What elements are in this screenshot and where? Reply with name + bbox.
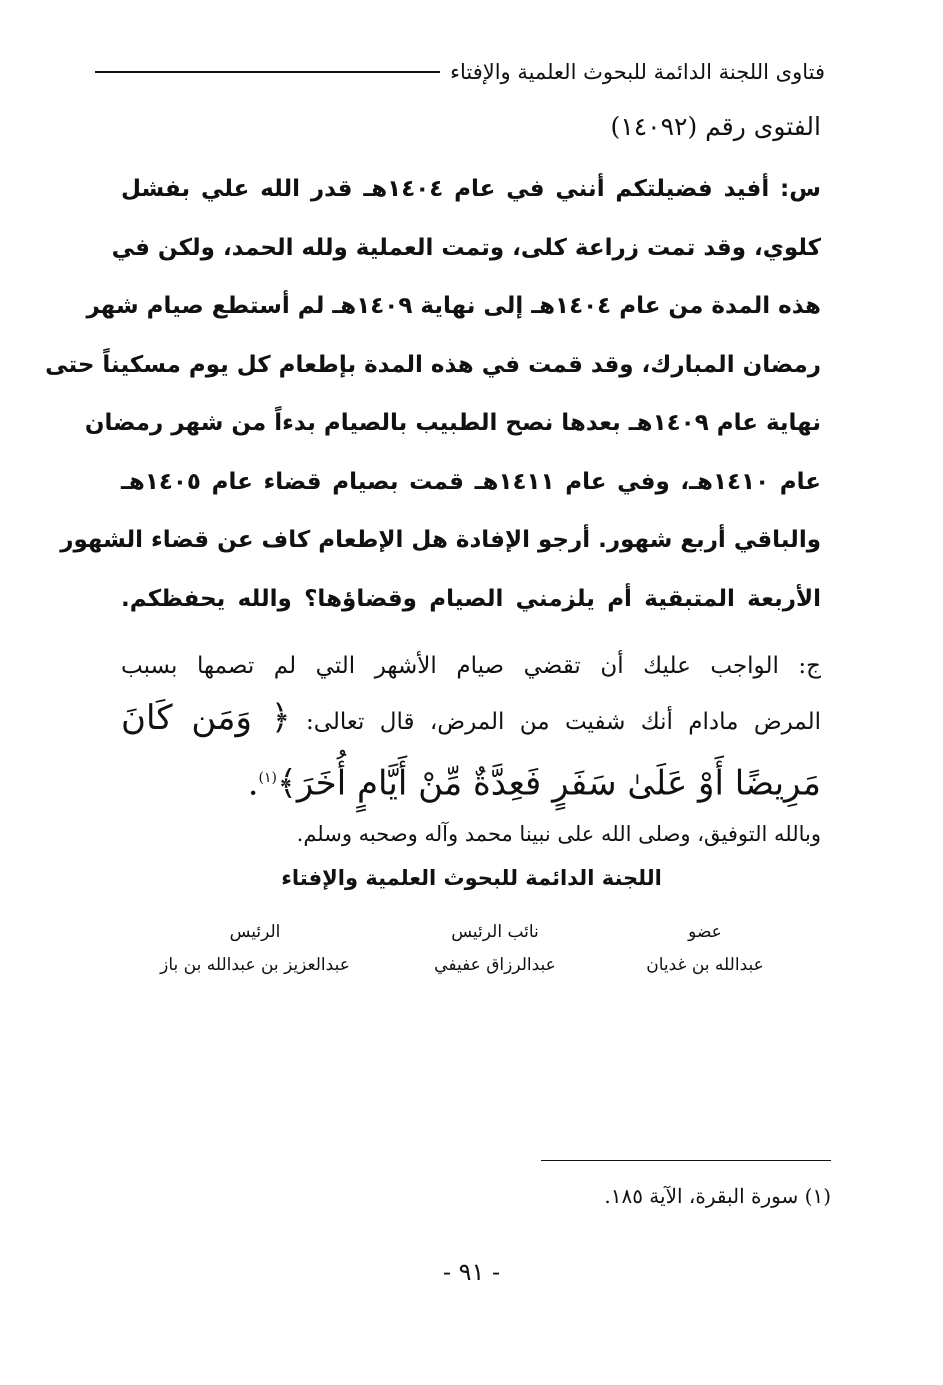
answer-text: المرض مادام أنك شفيت من المرض، قال تعالى: — [306, 709, 822, 735]
answer-block — [121, 640, 821, 813]
question-line: والباقي أربع شهور. أرجو الإفادة هل الإطعام كاف عن قضاء الشهور — [60, 527, 821, 553]
signature-role: الرئيس — [229, 922, 281, 942]
header-rule — [95, 71, 440, 73]
signature-role: عضو — [688, 922, 722, 942]
page-number: - ٩١ - — [442, 1258, 501, 1286]
question-line: رمضان المبارك، وقد قمت في هذه المدة بإطعام كل يوم مسكيناً حتى — [45, 351, 821, 378]
committee-title: اللجنة الدائمة للبحوث العلمية والإفتاء — [281, 866, 662, 890]
answer-line — [121, 692, 821, 748]
question-line: نهاية عام ١٤٠٩هـ بعدها نصح الطبيب بالصيام بدءاً من شهر رمضان — [84, 410, 821, 436]
fatwa-number: الفتوى رقم (١٤٠٩٢) — [610, 112, 821, 141]
question-line: عام ١٤١٠هـ، وفي عام ١٤١١هـ قمت بصيام قضاء عام ١٤٠٥هـ — [121, 468, 821, 495]
answer-line: ج: الواجب عليك أن تقضي صيام الأشهر التي لم تصمها بسبب — [121, 653, 821, 679]
signature-block — [150, 916, 830, 996]
signature-president — [150, 916, 360, 982]
question-line: الأربعة المتبقية أم يلزمني الصيام وقضاؤها؟ والله يحفظكم. — [121, 585, 821, 612]
signature-member — [620, 916, 790, 982]
footnote-rule — [541, 1160, 831, 1161]
quran-verse-end: مَرِيضًا أَوْ عَلَىٰ سَفَرٍ فَعِدَّةٌ مِّنْ أَيَّامٍ أُخَرَ﴾ — [277, 763, 821, 804]
running-header — [95, 52, 825, 92]
signature-name: عبدالعزيز بن عبدالله بن باز — [160, 955, 350, 975]
footnote-ref[interactable]: (١) — [258, 770, 277, 786]
closing-line: وبالله التوفيق، وصلى الله على نبينا محمد وآله وصحبه وسلم. — [296, 822, 821, 846]
question-line: س: أفيد فضيلتكم أنني في عام ١٤٠٤هـ قدر الله علي بفشل — [121, 176, 821, 202]
quran-verse-start: ﴿ وَمَن كَانَ — [121, 698, 291, 738]
header-title: فتاوى اللجنة الدائمة للبحوث العلمية والإفتاء — [450, 60, 825, 84]
signature-role: نائب الرئيس — [451, 922, 539, 942]
question-block — [45, 160, 821, 628]
footnote: (١) سورة البقرة، الآية ١٨٥. — [604, 1184, 831, 1208]
signature-name: عبدالرزاق عفيفي — [434, 955, 556, 975]
question-line: كلوي، وقد تمت زراعة كلى، وتمت العملية ولله الحمد، ولكن في — [111, 234, 821, 261]
quran-verse-line — [121, 748, 821, 813]
answer-period: . — [247, 763, 259, 804]
question-line: هذه المدة من عام ١٤٠٤هـ إلى نهاية ١٤٠٩هـ لم أستطع صيام شهر — [86, 293, 821, 319]
signature-vice-president — [410, 916, 580, 982]
signature-name: عبدالله بن غديان — [646, 955, 764, 975]
